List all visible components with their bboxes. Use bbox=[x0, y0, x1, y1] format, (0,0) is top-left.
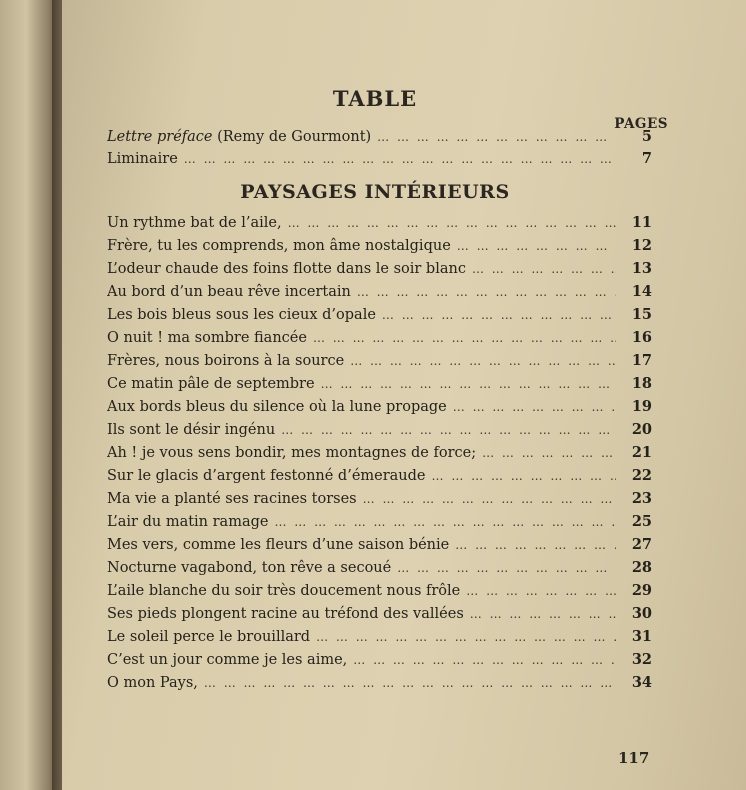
toc-page-number: 7 bbox=[641, 150, 652, 167]
toc-page-number: 27 bbox=[631, 536, 652, 553]
leader-dots bbox=[432, 469, 616, 483]
toc-row bbox=[107, 214, 652, 236]
toc-row bbox=[107, 260, 652, 282]
leader-dots bbox=[382, 308, 616, 322]
toc-row bbox=[107, 513, 652, 535]
toc-row bbox=[107, 421, 652, 443]
leader-dots bbox=[321, 377, 616, 391]
leader-dots bbox=[457, 239, 616, 253]
section-title: PAYSAGES INTÉRIEURS bbox=[240, 181, 510, 203]
leader-dots bbox=[472, 262, 616, 276]
toc-row bbox=[107, 444, 652, 466]
leader-dots bbox=[316, 630, 616, 644]
toc-entry-title: Mes vers, comme les fleurs d’une saison bénie bbox=[107, 537, 450, 553]
leader-dots bbox=[357, 285, 616, 299]
toc-entry-title: Un rythme bat de l’aile, bbox=[107, 215, 282, 231]
toc-row bbox=[107, 398, 652, 420]
leader-dots bbox=[204, 676, 616, 690]
toc-row bbox=[107, 490, 652, 512]
leader-dots bbox=[353, 653, 616, 667]
toc-entry-title: Ce matin pâle de septembre bbox=[107, 376, 315, 392]
toc-entry-title: Aux bords bleus du silence où la lune propage bbox=[107, 399, 447, 415]
toc-entry-title: C’est un jour comme je les aime, bbox=[107, 652, 348, 668]
toc-entry-title: Ma vie a planté ses racines torses bbox=[107, 491, 357, 507]
toc-page-number: 23 bbox=[631, 490, 652, 507]
book-page bbox=[62, 0, 746, 790]
toc-entry-title: Les bois bleus sous les cieux d’opale bbox=[107, 307, 376, 323]
leader-dots bbox=[313, 331, 616, 345]
toc-page-number: 32 bbox=[631, 651, 652, 668]
toc-entry-title: Ah ! je vous sens bondir, mes montagnes de force; bbox=[107, 445, 477, 461]
toc-row bbox=[107, 651, 652, 673]
toc-page-number: 31 bbox=[631, 628, 652, 645]
toc-page-number: 29 bbox=[631, 582, 652, 599]
toc-page-number: 13 bbox=[631, 260, 652, 277]
toc-page-number: 28 bbox=[631, 559, 652, 576]
toc-row bbox=[107, 582, 652, 604]
toc-page-number: 34 bbox=[631, 674, 652, 691]
toc-page-number: 22 bbox=[631, 467, 652, 484]
toc-row bbox=[107, 467, 652, 489]
toc-entry-title: Nocturne vagabond, ton rêve a secoué bbox=[107, 560, 392, 576]
toc-row bbox=[107, 559, 652, 581]
leader-dots bbox=[455, 538, 616, 552]
toc-row bbox=[107, 283, 652, 305]
pages-column-label: PAGES bbox=[614, 116, 668, 132]
toc-entry-title-italic: Lettre préface bbox=[107, 129, 213, 145]
toc-page-number: 18 bbox=[631, 375, 652, 392]
toc-entry-title: O nuit ! ma sombre fiancée bbox=[107, 330, 307, 346]
toc-page-number: 16 bbox=[631, 329, 652, 346]
leader-dots bbox=[184, 152, 616, 166]
toc-entry-title-rest: Liminaire bbox=[107, 151, 178, 167]
toc-row bbox=[107, 237, 652, 259]
leader-dots bbox=[466, 584, 616, 598]
toc-page-number: 11 bbox=[631, 214, 652, 231]
toc-entry-title: L’aile blanche du soir très doucement nous frôle bbox=[107, 583, 461, 599]
toc-entry-title: L’odeur chaude des foins flotte dans le soir blanc bbox=[107, 261, 466, 277]
toc-entry-title: O mon Pays, bbox=[107, 675, 198, 691]
toc-entry-title-rest: (Remy de Gourmont) bbox=[212, 129, 372, 145]
toc-page-number: 19 bbox=[631, 398, 652, 415]
toc-entry-title: Au bord d’un beau rêve incertain bbox=[107, 284, 351, 300]
leader-dots bbox=[453, 400, 616, 414]
leader-dots bbox=[274, 515, 616, 529]
toc-page-number: 20 bbox=[631, 421, 652, 438]
toc-entry-title: Frère, tu les comprends, mon âme nostalgique bbox=[107, 238, 451, 254]
toc-page-number: 21 bbox=[631, 444, 652, 461]
page-title: TABLE bbox=[332, 86, 418, 111]
toc-row-front-matter bbox=[107, 150, 652, 172]
toc-page-number: 30 bbox=[631, 605, 652, 622]
toc-entry-title: Sur le glacis d’argent festonné d’émeraude bbox=[107, 468, 426, 484]
leader-dots bbox=[397, 561, 616, 575]
leader-dots bbox=[288, 216, 616, 230]
toc-page-number: 15 bbox=[631, 306, 652, 323]
toc-row bbox=[107, 375, 652, 397]
leader-dots bbox=[377, 130, 616, 144]
toc-row-front-matter bbox=[107, 128, 652, 150]
toc-row bbox=[107, 605, 652, 627]
toc-row bbox=[107, 352, 652, 374]
toc-entry-title: Frères, nous boirons à la source bbox=[107, 353, 345, 369]
toc-page-number: 17 bbox=[631, 352, 652, 369]
toc-row bbox=[107, 329, 652, 351]
toc-page-number: 12 bbox=[631, 237, 652, 254]
toc-entry-title: Le soleil perce le brouillard bbox=[107, 629, 311, 645]
leader-dots bbox=[350, 354, 616, 368]
toc-row bbox=[107, 306, 652, 328]
toc-page-number: 5 bbox=[641, 128, 652, 145]
leader-dots bbox=[281, 423, 616, 437]
toc-page-number: 14 bbox=[631, 283, 652, 300]
leader-dots bbox=[482, 446, 616, 460]
toc-entry-title: L’air du matin ramage bbox=[107, 514, 269, 530]
page-number: 117 bbox=[618, 749, 650, 767]
toc-row bbox=[107, 674, 652, 696]
toc-entry-title bbox=[107, 151, 178, 167]
toc-entry-title: Ils sont le désir ingénu bbox=[107, 422, 276, 438]
toc-row bbox=[107, 628, 652, 650]
toc-page-number: 25 bbox=[631, 513, 652, 530]
toc-entry-title: Ses pieds plongent racine au tréfond des vallées bbox=[107, 606, 464, 622]
leader-dots bbox=[470, 607, 616, 621]
toc-row bbox=[107, 536, 652, 558]
toc-entry-title bbox=[107, 129, 371, 145]
facing-page-edge bbox=[0, 0, 58, 790]
leader-dots bbox=[363, 492, 616, 506]
